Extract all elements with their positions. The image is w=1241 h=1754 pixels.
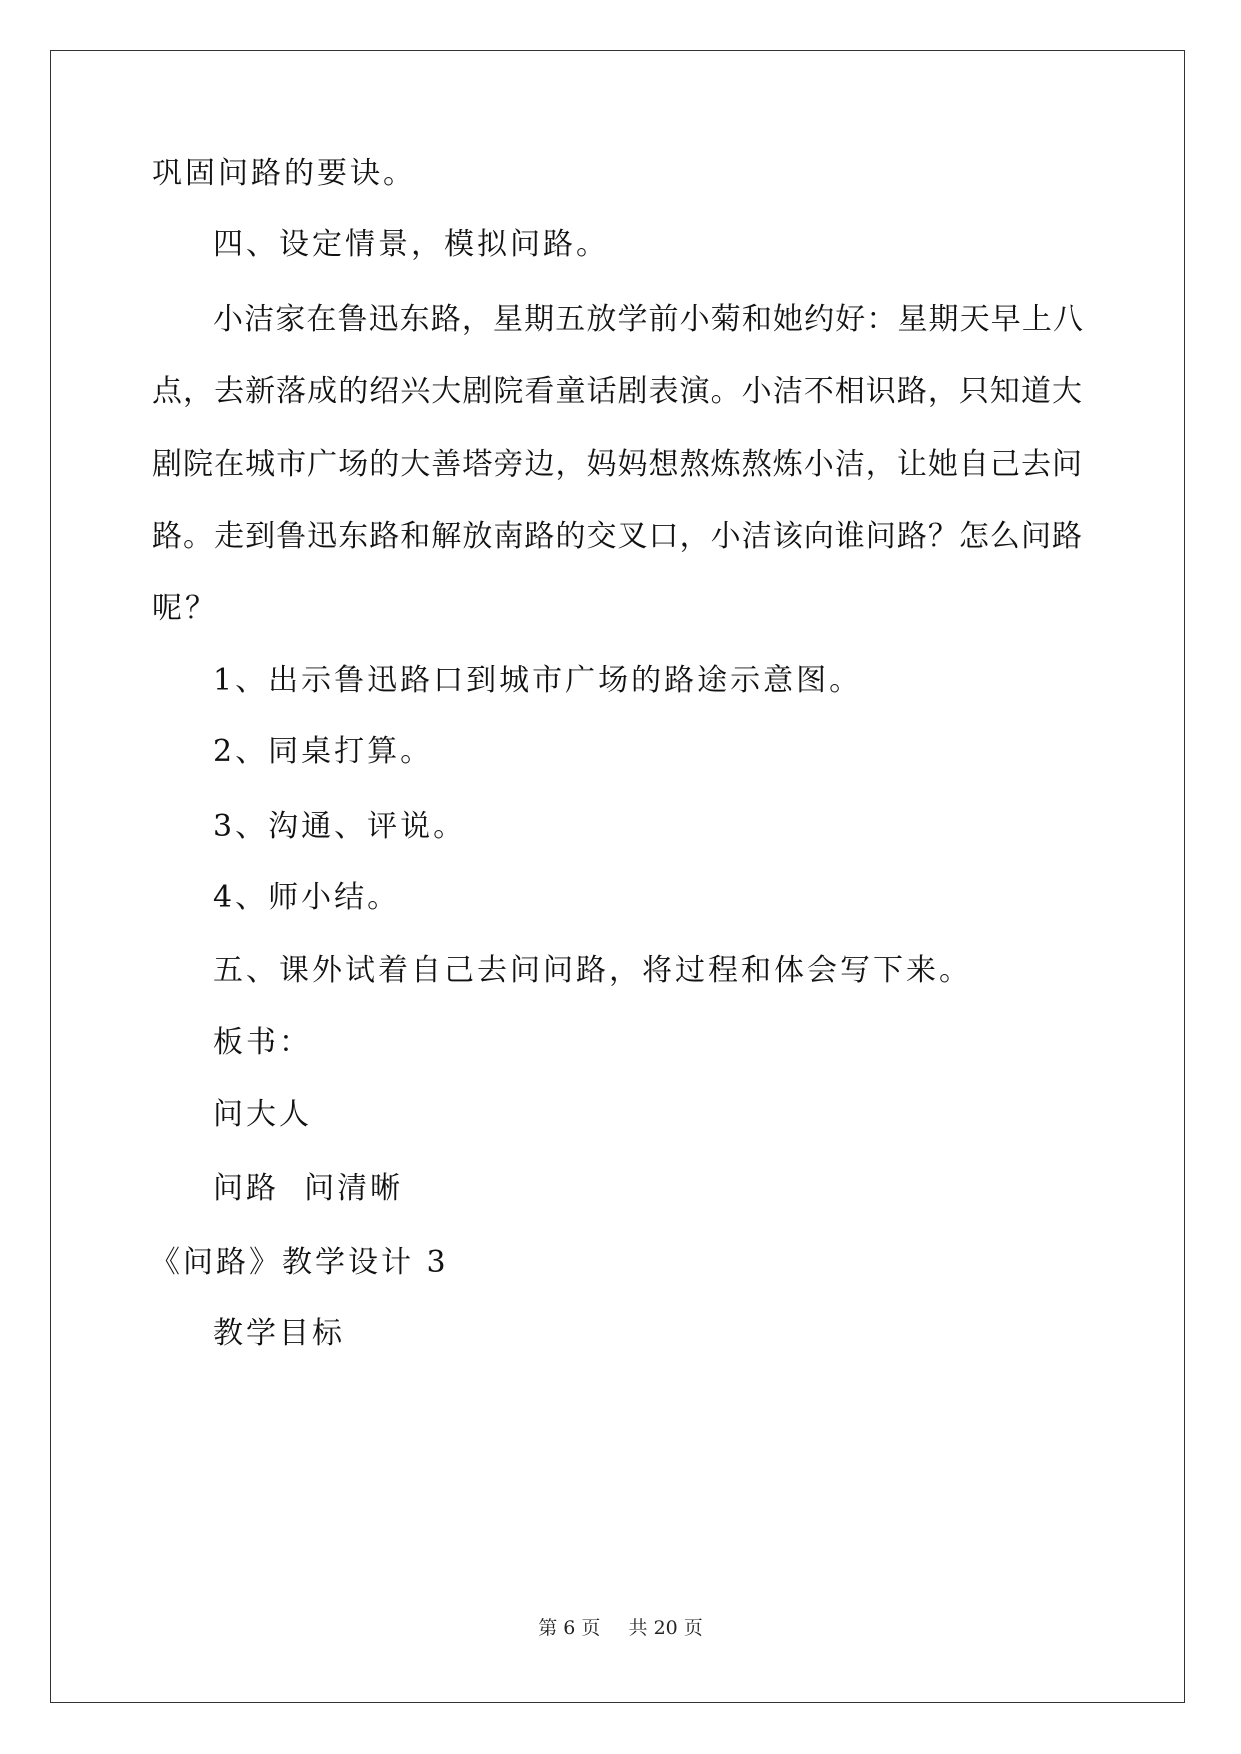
page-number: 第 6 页 — [538, 1617, 601, 1639]
paragraph-line: 小洁家在鲁迅东路，星期五放学前小菊和她约好：星期天早上八 — [213, 302, 1083, 337]
list-item: 3、沟通、评说。 — [213, 809, 467, 844]
page-border — [50, 50, 1185, 1703]
section-heading: 教学目标 — [213, 1316, 345, 1351]
paragraph-line: 点，去新落成的绍兴大剧院看童话剧表演。小洁不相识路，只知道大 — [152, 374, 1082, 409]
paragraph-line: 剧院在城市广场的大善塔旁边，妈妈想熬炼熬炼小洁，让她自己去问 — [152, 447, 1082, 482]
text-line: 巩固问路的要诀。 — [152, 156, 416, 191]
text-line: 问大人 — [213, 1097, 312, 1132]
document-title: 《问路》教学设计 3 — [150, 1245, 449, 1280]
list-item: 2、同桌打算。 — [213, 734, 434, 769]
text-line: 板书： — [213, 1025, 312, 1060]
page-total: 共 20 页 — [628, 1617, 703, 1639]
list-item: 1、出示鲁迅路口到城市广场的路途示意图。 — [213, 663, 863, 698]
section-heading: 五、课外试着自己去问问路，将过程和体会写下来。 — [213, 953, 972, 988]
paragraph-line: 路。走到鲁迅东路和解放南路的交叉口，小洁该向谁问路？怎么问路 — [152, 519, 1082, 554]
text-line: 问路 问清晰 — [213, 1171, 404, 1206]
list-item: 4、师小结。 — [213, 880, 401, 915]
section-heading: 四、设定情景，模拟问路。 — [213, 227, 609, 262]
paragraph-line: 呢？ — [152, 591, 218, 626]
page-footer — [0, 1616, 1241, 1640]
